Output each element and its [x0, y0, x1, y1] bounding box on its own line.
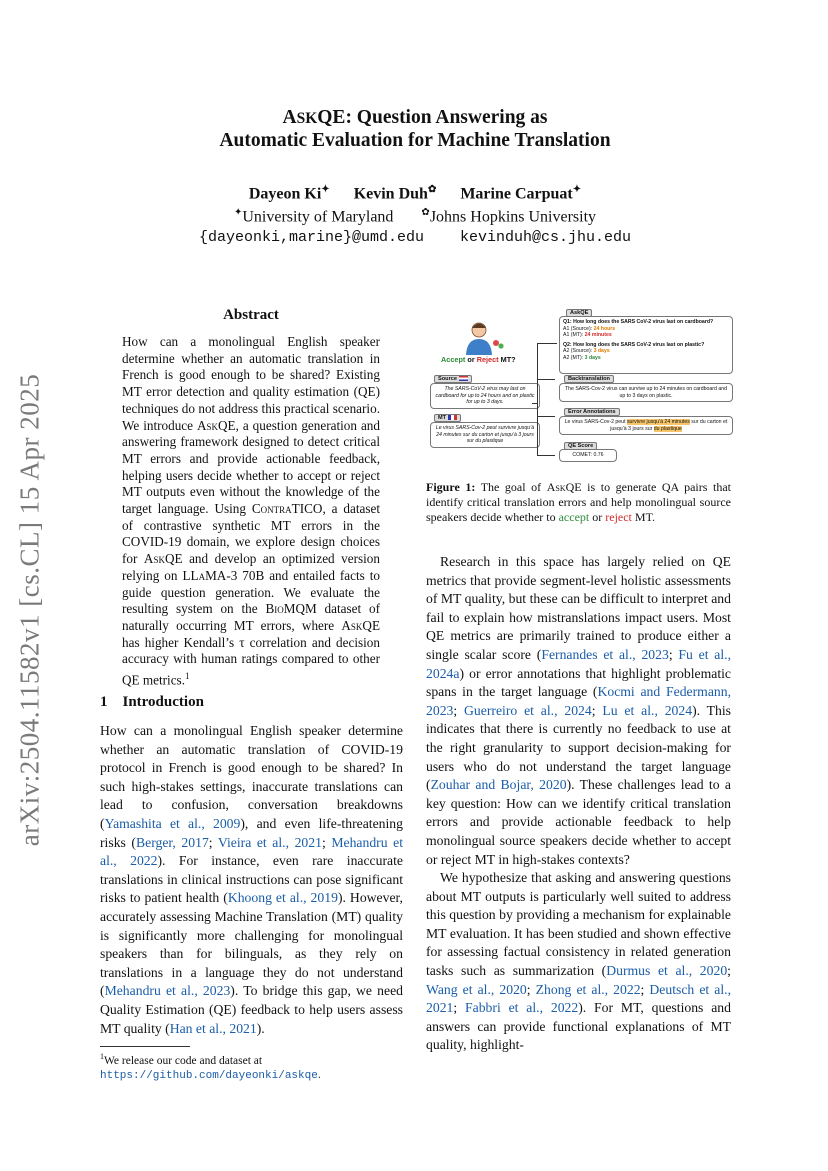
connector-line [537, 343, 538, 455]
error-span-highlight: du plastique [653, 425, 682, 432]
title-line-1: ASKQE: Question Answering as [282, 107, 548, 128]
author-emails [100, 229, 730, 246]
author-names: Dayeon Ki✦ Kevin Duh✿ Marine Carpuat✦ [248, 184, 582, 203]
citation-link[interactable]: Berger, 2017 [135, 834, 209, 850]
qe-score-box: COMET: 0.76 [559, 449, 617, 462]
footnote: $^1$We release our code and dataset at https://github.com/dayeonki/askqe. [100, 1052, 321, 1082]
citation-link[interactable]: Mehandru et al., 2022 [100, 834, 404, 869]
paragraph: We hypothesize that asking and answering questions about MT outputs is particularly well suited to address this question by providing a mechanism for explainable MT evaluation. It has been studied and shown effective for assessing factual consistency in related generation tasks such as summarization (Durmus et al., 2020; Wang et al., 2020; Zhong et al., 2022; Deutsch et al., 2021; Fabbri et al., 2022). For MT, questions and answers can provide functional explanations of MT quality, highlight- [426, 870, 732, 1053]
citation-link[interactable]: Fabbri et al., 2022 [465, 1000, 579, 1016]
citation-link[interactable]: Vieira et al., 2021 [217, 834, 322, 850]
connector-line [537, 343, 557, 344]
accept-bubble-icon [498, 343, 503, 348]
citation-link[interactable]: Khoong et al., 2019 [227, 890, 338, 906]
us-flag-icon [459, 376, 468, 381]
citation-link[interactable]: Durmus et al., 2020 [606, 963, 728, 979]
backtranslation-box: The SARS-Cov-2 virus can survive up to 24 minutes on cardboard and up to 3 days on plastic. [559, 383, 733, 402]
askqe-box: Q1: How long does the SARS CoV-2 virus last on cardboard? A1 (Source): 24 hours A1 (MT): 24 minutes Q2: How long does the SARS CoV-2 virus last on plastic? A2 (Source): 3 days A2 (MT): 3 days [559, 316, 733, 374]
email-link-jhu[interactable]: kevinduh@cs.jhu.edu [460, 229, 632, 246]
citation-link[interactable]: Deutsch et al., 2021 [426, 981, 732, 1016]
citation-link[interactable]: Lu et al., 2024 [602, 702, 693, 718]
citation-link[interactable]: Guerreiro et al., 2024 [464, 702, 592, 718]
footnote-rule [100, 1046, 190, 1047]
source-box: The SARS-CoV-2 virus may last on cardboard for up to 24 hours and on plastic for up to 3 days. [430, 383, 540, 409]
citation-link[interactable]: Mehandru et al., 2023 [104, 983, 231, 999]
paper-title [100, 107, 730, 152]
askqe-tag: AskQE [566, 309, 592, 317]
arxiv-identifier: arXiv:2504.11582v1 [cs.CL] 15 Apr 2025 [14, 373, 45, 847]
accept-or-reject-label: Accept or Reject MT? [441, 355, 516, 364]
error-annotations-tag: Error Annotations [564, 408, 620, 416]
user-icon [461, 319, 505, 357]
paragraph: Research in this space has largely relied on QE metrics that provide segment-level holistic assessments of MT quality, but these can be difficult to interpret and fail to explain how mistranslations impact users. Most QE metrics are primarily trained to produce either a single scalar score (Fernandes et al., 2023; Fu et al., 2024a) or error annotations that highlight problematic spans in the target language (Kocmi and Federmann, 2023; Guerreiro et al., 2024; Lu et al., 2024). This indicates that there is currently no feedback to use at the right granularity to support decision-making for users who do not understand the target language (Zouhar and Bojar, 2020). These challenges lead to a key question: How can we identify critical translation errors and provide actionable feedback to help monolingual source speakers decide whether to accept or reject MT in high-stakes contexts? [426, 554, 732, 867]
connector-line [537, 379, 555, 380]
french-flag-icon [448, 415, 457, 420]
citation-link[interactable]: Zhong et al., 2022 [535, 981, 641, 997]
citation-link[interactable]: Zouhar and Bojar, 2020 [430, 777, 567, 793]
connector-line [532, 403, 538, 404]
citation-link[interactable]: Yamashita et al., 2009 [104, 815, 241, 831]
figure-1-caption: Figure 1: The goal of AskQE is to generate QA pairs that identify critical translation errors and help monolingual source speakers decide whether to accept or reject MT. [426, 480, 731, 524]
error-span-highlight: survivre jusqu’à 24 minutes [626, 419, 690, 425]
backtranslation-tag: Backtranslation [564, 375, 614, 383]
citation-link[interactable]: Han et al., 2021 [169, 1020, 257, 1036]
abstract-heading: Abstract [223, 307, 279, 323]
connector-line [537, 416, 555, 417]
footnote-ref[interactable]: 1 [185, 671, 190, 682]
reject-bubble-icon [493, 340, 499, 346]
introduction-paragraph: How can a monolingual English speaker determine whether an automatic translation of COVID-19 protocol in French is good enough to be shared? In such high-stakes settings, inaccurate translations can lead to confusion, conversation breakdowns (Yamashita et al., 2009), and even life-threatening risks (Berger, 2017; Vieira et al., 2021; Mehandru et al., 2022). For instance, even rare inaccurate translations in clinical instructions can pose significant risks to patient health (Khoong et al., 2019). However, accurately assessing Machine Translation (MT) quality is significantly more challenging for monolingual speakers than for bilinguals, as they rely on translations in a language they do not understand (Mehandru et al., 2023). To bridge this gap, we need Quality Estimation (QE) feedback to help users assess MT quality (Han et al., 2021). [100, 723, 404, 1036]
right-column-text [426, 553, 731, 1055]
source-tag: Source [434, 375, 472, 383]
title-line-2: Automatic Evaluation for Machine Translation [219, 130, 611, 151]
error-annotations-box: Le virus SARS-Cov-2 peut survivre jusqu’à 24 minutes sur du carton et jusqu’à 3 jours sur du plastique [559, 416, 733, 435]
email-link-umd[interactable]: {dayeonki,marine}@umd.edu [198, 229, 424, 246]
citation-link[interactable]: Fu et al., 2024a [426, 646, 731, 681]
section-heading-introduction: 1 Introduction [100, 694, 204, 710]
citation-link[interactable]: Fernandes et al., 2023 [541, 646, 669, 662]
connector-line [537, 455, 555, 456]
abstract-body: How can a monolingual English speaker determine whether an automatic translation in French is good enough to be shared? Existing MT error detection and quality estimation (QE) techniques do not address this practical scenario. We introduce AskQE, a question generation and answering framework designed to detect critical MT errors and provide actionable feedback, helping users decide whether to accept or reject MT outputs even without the knowledge of the target language. Using ContraTICO, a dataset of contrastive synthetic MT errors in the COVID-19 domain, we explore design choices for AskQE and develop an optimized version relying on LLaMA-3 70B and entailed facts to guide question generation. We evaluate the resulting system on the BioMQM dataset of naturally occurring MT errors, where AskQE has higher Kendall’s τ correlation and decision accuracy with human ratings compared to other QE metrics.$^1$ [122, 334, 380, 688]
mt-tag: MT [434, 414, 461, 422]
citation-link[interactable]: Wang et al., 2020 [426, 981, 527, 997]
figure-1 [425, 303, 733, 471]
mt-box: Le virus SARS-Cov-2 peut survivre jusqu’à 24 minutes sur du carton et jusqu’à 3 jours sur du plastique [430, 422, 540, 448]
repo-link[interactable]: https://github.com/dayeonki/askqe [100, 1069, 318, 1082]
qe-score-tag: QE Score [564, 442, 597, 450]
affiliations: ✦University of Maryland ✿Johns Hopkins University [233, 207, 597, 226]
citation-link[interactable]: Kocmi and Federmann, 2023 [426, 684, 732, 718]
